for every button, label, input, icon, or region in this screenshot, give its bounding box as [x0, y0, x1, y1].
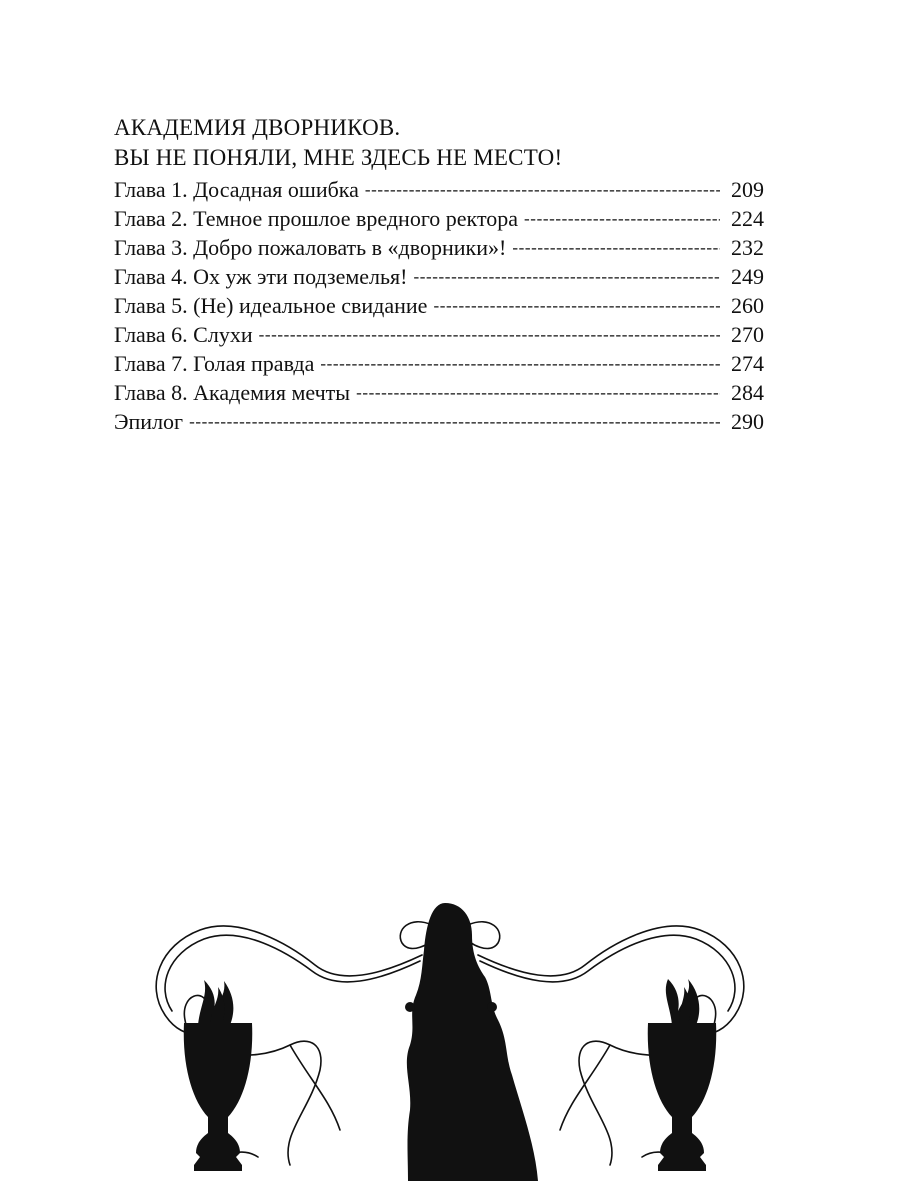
dot-leader [524, 204, 720, 233]
toc-entry-chapter-1[interactable] [114, 175, 764, 204]
table-of-contents [114, 113, 764, 436]
chapter-list [114, 175, 764, 436]
toc-entry-label: Глава 4. Ох уж эти подземелья! [114, 264, 408, 289]
toc-entry-chapter-7[interactable] [114, 349, 764, 378]
toc-entry-label: Глава 2. Темное прошлое вредного ректора [114, 206, 519, 231]
toc-entry-chapter-8[interactable] [114, 378, 764, 407]
toc-entry-chapter-3[interactable] [114, 233, 764, 262]
toc-entry-label: Глава 7. Голая правда [114, 351, 315, 376]
silhouette-figure-with-flaming-goblets-icon [140, 895, 760, 1190]
toc-entry-page: 284 [731, 380, 764, 405]
toc-entry-label: Глава 8. Академия мечты [114, 380, 351, 405]
book-title-line-2: ВЫ НЕ ПОНЯЛИ, МНЕ ЗДЕСЬ НЕ МЕСТО! [114, 145, 563, 170]
toc-entry-page: 224 [731, 206, 764, 231]
toc-entry-chapter-4[interactable] [114, 262, 764, 291]
toc-entry-page: 209 [731, 177, 764, 202]
toc-entry-page: 274 [731, 351, 764, 376]
toc-entry-label: Глава 5. (Не) идеальное свидание [114, 293, 428, 318]
dot-leader [433, 291, 720, 320]
toc-entry-label: Глава 1. Досадная ошибка [114, 177, 359, 202]
toc-entry-chapter-2[interactable] [114, 204, 764, 233]
toc-entry-page: 290 [731, 409, 764, 434]
dot-leader [512, 233, 720, 262]
dot-leader [259, 320, 720, 349]
dot-leader [356, 378, 720, 407]
toc-entry-chapter-6[interactable] [114, 320, 764, 349]
dot-leader [414, 262, 721, 291]
toc-entry-page: 232 [731, 235, 764, 260]
dot-leader [365, 175, 720, 204]
dot-leader [320, 349, 720, 378]
book-title-line-1: АКАДЕМИЯ ДВОРНИКОВ. [114, 115, 401, 140]
decorative-illustration [140, 895, 760, 1190]
toc-entry-label: Глава 3. Добро пожаловать в «дворники»! [114, 235, 507, 260]
toc-entry-page: 260 [731, 293, 764, 318]
dot-leader [189, 407, 720, 436]
toc-entry-chapter-5[interactable] [114, 291, 764, 320]
toc-entry-label: Эпилог [114, 409, 184, 434]
toc-entry-page: 270 [731, 322, 764, 347]
toc-entry-label: Глава 6. Слухи [114, 322, 253, 347]
toc-entry-page: 249 [731, 264, 764, 289]
toc-entry-epilogue[interactable] [114, 407, 764, 436]
